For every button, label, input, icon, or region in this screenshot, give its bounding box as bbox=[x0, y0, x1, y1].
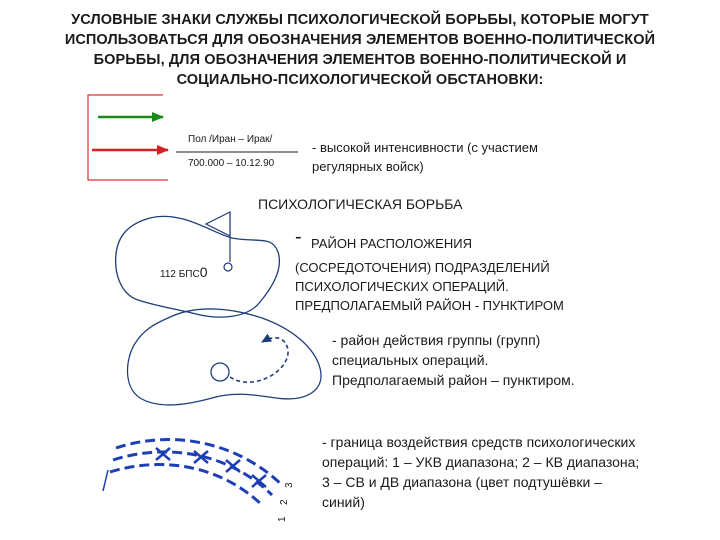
unit-label-text: 112 БПС bbox=[160, 269, 200, 280]
desc-line: регулярных войск) bbox=[312, 159, 424, 174]
edge-tick bbox=[103, 470, 108, 491]
cross-icon bbox=[156, 448, 170, 460]
desc-line: ПРЕДПОЛАГАЕМЫЙ РАЙОН - ПУНКТИРОМ bbox=[295, 298, 564, 313]
impact-boundary-sign bbox=[103, 440, 295, 522]
desc-line: 3 – СВ и ДВ диапазона (цвет подтушёвки – bbox=[322, 474, 603, 490]
desc-line: - граница воздействия средств психологических bbox=[322, 434, 636, 450]
desc-line: - высокой интенсивности (с участием bbox=[312, 140, 538, 155]
sign-label-bottom: 700.000 – 10.12.90 bbox=[188, 158, 275, 169]
desc-line: - район действия группы (групп) bbox=[332, 332, 541, 348]
area-outline bbox=[128, 309, 321, 405]
desc-line: Предполагаемый район – пунктиром. bbox=[332, 372, 575, 388]
cross-icon bbox=[226, 460, 240, 472]
title-line: УСЛОВНЫЕ ЗНАКИ СЛУЖБЫ ПСИХОЛОГИЧЕСКОЙ БОРЬБЫ, КОТОРЫЕ МОГУТ bbox=[71, 12, 649, 28]
desc-line: (СОСРЕДОТОЧЕНИЯ) ПОДРАЗДЕЛЕНИЙ bbox=[295, 260, 550, 275]
sign-frame bbox=[88, 95, 168, 180]
title-line: БОРЬБЫ, ДЛЯ ОБОЗНАЧЕНИЯ ЭЛЕМЕНТОВ ВОЕННО-ПОЛИТИЧЕСКОЙ И bbox=[93, 52, 627, 68]
sign1-description bbox=[312, 138, 538, 176]
group-circle-icon bbox=[211, 363, 229, 381]
sign4-description bbox=[322, 432, 639, 512]
desc-line: операций: 1 – УКВ диапазона; 2 – КВ диапазона; bbox=[322, 454, 640, 470]
special-ops-area-sign bbox=[128, 309, 321, 405]
dashed-route bbox=[230, 338, 288, 382]
desc-dash: - bbox=[295, 226, 302, 248]
section-heading: ПСИХОЛОГИЧЕСКАЯ БОРЬБА bbox=[258, 196, 463, 212]
unit-symbol: 0 bbox=[199, 264, 208, 280]
sign3-description bbox=[332, 330, 575, 390]
unit-label bbox=[160, 264, 208, 280]
desc-line: синий) bbox=[322, 494, 365, 510]
title-line: ИСПОЛЬЗОВАТЬСЯ ДЛЯ ОБОЗНАЧЕНИЯ ЭЛЕМЕНТОВ ВОЕННО-ПОЛИТИЧЕСКОЙ bbox=[64, 32, 656, 48]
band-label-1: 1 bbox=[277, 516, 288, 522]
band-label-3: 3 bbox=[284, 482, 295, 488]
desc-line: специальных операций. bbox=[332, 352, 489, 368]
title-line: СОЦИАЛЬНО-ПСИХОЛОГИЧЕСКОЙ ОБСТАНОВКИ: bbox=[176, 72, 544, 88]
sign-label-top: Пол /Иран – Ирак/ bbox=[188, 134, 273, 145]
desc-line: ПСИХОЛОГИЧЕСКИХ ОПЕРАЦИЙ. bbox=[295, 279, 509, 294]
cross-marks bbox=[156, 448, 266, 487]
band-label-2: 2 bbox=[279, 499, 290, 505]
sign2-description bbox=[295, 258, 564, 315]
desc-line: РАЙОН РАСПОЛОЖЕНИЯ bbox=[311, 236, 472, 251]
flag-base bbox=[224, 263, 232, 271]
